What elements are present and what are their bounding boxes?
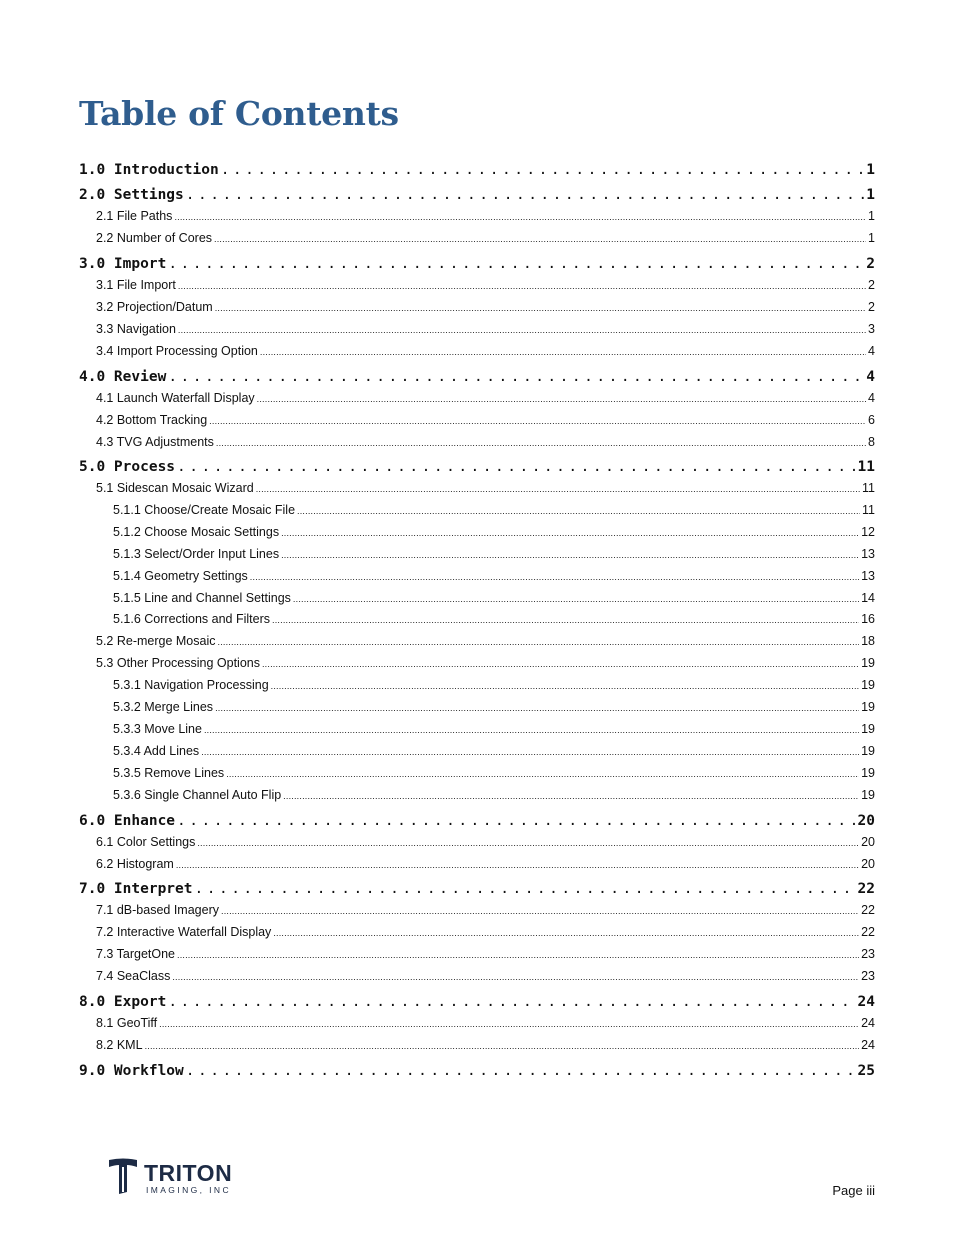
toc-entry[interactable] <box>96 231 875 245</box>
toc-entry-page: 23 <box>861 946 875 961</box>
toc-entry-label: 5.1.6 Corrections and Filters <box>113 612 271 627</box>
toc-entry-label: 8.0 Export <box>79 994 167 1010</box>
toc-dot-leader <box>177 813 856 829</box>
toc-dot-leader <box>257 394 866 404</box>
toc-dot-leader <box>145 1041 860 1051</box>
toc-entry-label: 5.3.4 Add Lines <box>113 743 200 758</box>
toc-entry[interactable] <box>96 903 875 917</box>
toc-entry-label: 5.3 Other Processing Options <box>96 656 260 671</box>
toc-entry[interactable] <box>96 925 875 939</box>
toc-dot-leader <box>281 528 859 538</box>
toc-entry-label: 1.0 Introduction <box>79 162 219 178</box>
toc-dot-leader <box>178 281 866 291</box>
toc-dot-leader <box>262 659 859 669</box>
toc-dot-leader <box>172 972 859 982</box>
toc-entry-label: 7.0 Interpret <box>79 881 193 897</box>
toc-entry[interactable] <box>96 835 875 849</box>
toc-entry-page: 19 <box>861 700 875 714</box>
toc-dot-leader <box>272 615 859 625</box>
toc-entry[interactable] <box>113 503 875 517</box>
toc-entry[interactable] <box>96 278 875 292</box>
toc-dot-leader <box>195 881 856 897</box>
logo-brand-text: TRITON <box>144 1160 233 1186</box>
toc-entry[interactable] <box>79 881 875 897</box>
toc-entry-page: 19 <box>861 787 875 802</box>
toc-entry-label: 7.3 TargetOne <box>96 946 175 961</box>
toc-entry-label: 5.1.2 Choose Mosaic Settings <box>113 524 280 539</box>
toc-dot-leader <box>177 459 856 475</box>
toc-entry-label: 2.2 Number of Cores <box>96 230 213 245</box>
toc-dot-leader <box>215 303 866 313</box>
logo-subtitle-text: IMAGING, INC <box>146 1185 231 1195</box>
toc-entry[interactable] <box>96 656 875 670</box>
toc-entry-label: 3.4 Import Processing Option <box>96 343 258 358</box>
toc-dot-leader <box>250 572 859 582</box>
toc-dot-leader <box>297 506 860 516</box>
toc-entry[interactable] <box>96 344 875 358</box>
toc-entry[interactable] <box>113 700 875 714</box>
toc-entry[interactable] <box>96 857 875 871</box>
toc-entry-page: 3 <box>868 321 875 336</box>
toc-entry[interactable] <box>113 788 875 802</box>
toc-entry-page: 14 <box>861 590 875 605</box>
toc-entry[interactable] <box>96 1038 875 1052</box>
toc-entry[interactable] <box>79 162 875 178</box>
toc-entry-label: 5.3.1 Navigation Processing <box>113 678 269 693</box>
toc-entry-page: 24 <box>861 1016 875 1030</box>
toc-entry-page: 20 <box>861 835 875 849</box>
toc-dot-leader <box>168 994 855 1010</box>
toc-entry-label: 3.3 Navigation <box>96 321 176 336</box>
toc-entry-label: 8.1 GeoTiff <box>96 1016 158 1030</box>
toc-entry-label: 5.0 Process <box>79 459 176 475</box>
toc-dot-leader <box>218 637 860 647</box>
toc-entry-label: 4.2 Bottom Tracking <box>96 412 208 427</box>
toc-entry-page: 19 <box>861 656 875 671</box>
toc-entry-page: 19 <box>861 743 875 758</box>
toc-entry-page: 22 <box>857 881 875 897</box>
toc-entry-page: 4 <box>868 343 875 358</box>
toc-dot-leader <box>281 550 859 560</box>
toc-dot-leader <box>271 681 859 691</box>
toc-entry-page: 19 <box>861 765 875 780</box>
toc-dot-leader <box>177 950 859 960</box>
toc-entry[interactable] <box>113 525 875 539</box>
toc-entry-label: 9.0 Workflow <box>79 1063 184 1079</box>
toc-entry-page: 1 <box>866 162 875 178</box>
toc-entry[interactable] <box>113 547 875 561</box>
toc-entry-page: 6 <box>868 412 875 427</box>
toc-entry-label: 5.2 Re-merge Mosaic <box>96 634 216 649</box>
toc-entry-label: 5.3.2 Merge Lines <box>113 700 214 714</box>
toc-entry-page: 24 <box>857 994 875 1010</box>
toc-entry-page: 20 <box>857 813 875 829</box>
page-title: Table of Contents <box>79 94 399 133</box>
toc-entry-page: 4 <box>868 391 875 405</box>
toc-entry-label: 4.1 Launch Waterfall Display <box>96 391 255 405</box>
toc-dot-leader <box>186 187 865 203</box>
toc-dot-leader <box>178 325 866 335</box>
toc-dot-leader <box>256 484 860 494</box>
toc-entry-page: 19 <box>861 678 875 693</box>
toc-dot-leader <box>176 860 859 870</box>
toc-dot-leader <box>283 791 859 801</box>
toc-entry-page: 8 <box>868 434 875 449</box>
toc-entry[interactable] <box>96 209 875 223</box>
toc-entry-label: 3.0 Import <box>79 256 167 272</box>
toc-entry-label: 2.1 File Paths <box>96 209 173 223</box>
toc-entry-page: 24 <box>861 1037 875 1052</box>
toc-dot-leader <box>226 769 859 779</box>
toc-dot-leader <box>221 906 859 916</box>
toc-dot-leader <box>215 703 859 713</box>
toc-entry-page: 1 <box>868 209 875 223</box>
toc-entry-page: 19 <box>861 721 875 736</box>
toc-entry-page: 11 <box>862 502 875 517</box>
toc-entry[interactable] <box>96 435 875 449</box>
toc-entry-label: 5.3.3 Move Line <box>113 721 202 736</box>
toc-dot-leader <box>273 928 859 938</box>
toc-entry-label: 3.1 File Import <box>96 278 176 292</box>
toc-entry[interactable] <box>79 256 875 272</box>
toc-entry-label: 7.2 Interactive Waterfall Display <box>96 924 272 939</box>
toc-entry-page: 11 <box>862 481 875 495</box>
toc-entry[interactable] <box>113 678 875 692</box>
toc-entry-page: 23 <box>861 968 875 983</box>
toc-entry-page: 18 <box>861 634 875 649</box>
toc-dot-leader <box>201 747 859 757</box>
toc-entry-page: 22 <box>861 924 875 939</box>
toc-dot-leader <box>197 838 859 848</box>
toc-entry-page: 4 <box>866 369 875 385</box>
toc-entry[interactable] <box>113 766 875 780</box>
toc-entry-label: 6.2 Histogram <box>96 856 174 871</box>
toc-entry-label: 5.1.1 Choose/Create Mosaic File <box>113 502 296 517</box>
toc-entry[interactable] <box>96 322 875 336</box>
toc-entry[interactable] <box>79 1063 875 1079</box>
toc-entry-label: 5.1 Sidescan Mosaic Wizard <box>96 481 254 495</box>
toc-entry-label: 4.3 TVG Adjustments <box>96 434 214 449</box>
toc-entry-page: 25 <box>857 1063 875 1079</box>
toc-dot-leader <box>186 1063 856 1079</box>
toc-dot-leader <box>159 1019 859 1029</box>
toc-dot-leader <box>260 347 866 357</box>
toc-dot-leader <box>214 234 866 244</box>
toc-entry-label: 5.1.3 Select/Order Input Lines <box>113 546 280 561</box>
toc-entry[interactable] <box>113 612 875 626</box>
toc-entry[interactable] <box>79 459 875 475</box>
toc-entry[interactable] <box>96 1016 875 1030</box>
toc-dot-leader <box>221 162 865 178</box>
toc-entry[interactable] <box>96 391 875 405</box>
toc-entry-label: 6.1 Color Settings <box>96 835 196 849</box>
page-number: Page iii <box>832 1183 875 1198</box>
toc-entry-label: 5.1.4 Geometry Settings <box>113 568 248 583</box>
toc-entry[interactable] <box>96 969 875 983</box>
toc-entry-label: 7.1 dB-based Imagery <box>96 903 219 917</box>
toc-dot-leader <box>168 256 864 272</box>
toc-entry-label: 6.0 Enhance <box>79 813 176 829</box>
toc-entry[interactable] <box>96 481 875 495</box>
toc-dot-leader <box>209 416 866 426</box>
toc-entry-page: 13 <box>861 568 875 583</box>
toc-entry[interactable] <box>96 300 875 314</box>
toc-entry-page: 11 <box>857 459 875 475</box>
toc-entry-label: 7.4 SeaClass <box>96 968 171 983</box>
toc-entry-page: 20 <box>861 856 875 871</box>
toc-entry-page: 16 <box>861 612 875 627</box>
toc-entry[interactable] <box>79 187 875 203</box>
toc-entry[interactable] <box>113 569 875 583</box>
toc-dot-leader <box>174 212 866 222</box>
toc-entry-page: 13 <box>861 546 875 561</box>
toc-entry[interactable] <box>113 744 875 758</box>
toc-entry-page: 2 <box>866 256 875 272</box>
toc-entry[interactable] <box>79 369 875 385</box>
toc-entry-page: 12 <box>861 524 875 539</box>
toc-entry-label: 5.3.5 Remove Lines <box>113 765 225 780</box>
toc-entry-label: 3.2 Projection/Datum <box>96 299 213 314</box>
toc-entry-label: 2.0 Settings <box>79 187 184 203</box>
triton-logo <box>108 1156 232 1200</box>
triton-mark-icon <box>108 1158 138 1194</box>
toc-entry-page: 2 <box>868 299 875 314</box>
toc-dot-leader <box>216 438 866 448</box>
toc-dot-leader <box>204 725 859 735</box>
toc-dot-leader <box>168 369 864 385</box>
toc-entry-page: 1 <box>866 187 875 203</box>
toc-entry[interactable] <box>113 591 875 605</box>
toc-entry-label: 5.3.6 Single Channel Auto Flip <box>113 787 282 802</box>
toc-entry[interactable] <box>113 722 875 736</box>
toc-entry[interactable] <box>79 994 875 1010</box>
toc-entry-label: 5.1.5 Line and Channel Settings <box>113 590 291 605</box>
toc-entry[interactable] <box>96 947 875 961</box>
toc-entry-page: 2 <box>868 278 875 292</box>
toc-dot-leader <box>293 594 859 604</box>
toc-entry-label: 8.2 KML <box>96 1037 143 1052</box>
toc-entry[interactable] <box>96 413 875 427</box>
toc-entry[interactable] <box>96 634 875 648</box>
toc-entry-page: 1 <box>868 230 875 245</box>
toc-entry-page: 22 <box>861 903 875 917</box>
toc-entry-label: 4.0 Review <box>79 369 167 385</box>
toc-entry[interactable] <box>79 813 875 829</box>
